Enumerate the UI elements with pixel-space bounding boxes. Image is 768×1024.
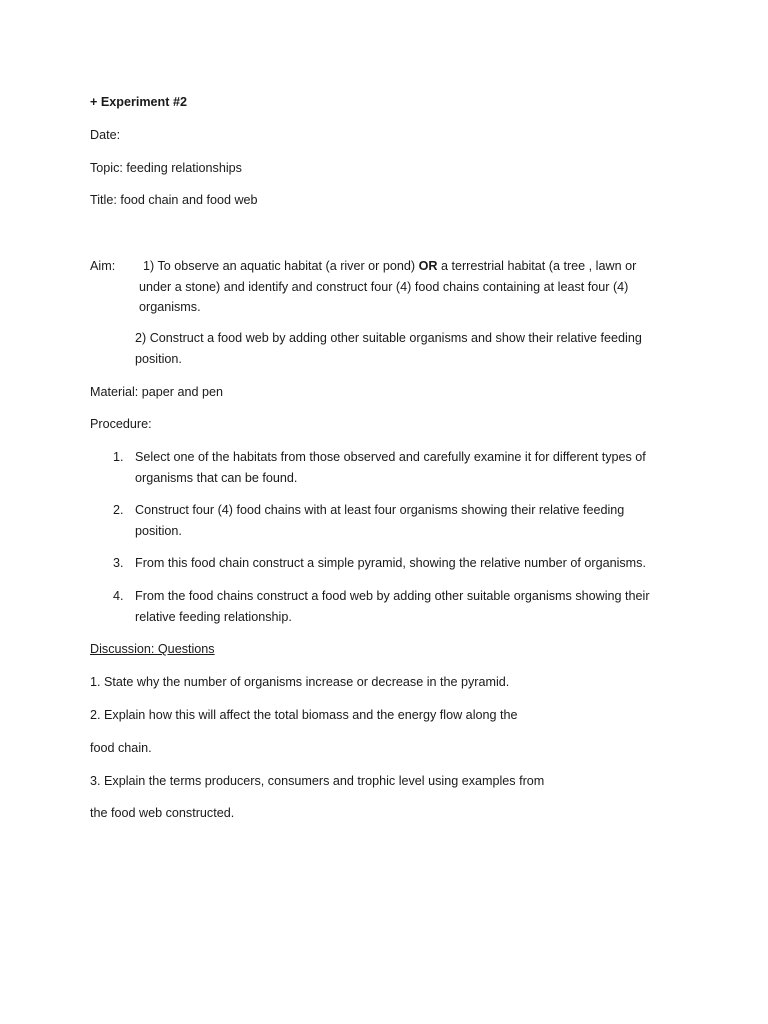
aim-item-1-line-3: organisms. [139, 300, 201, 314]
procedure-step-text [135, 447, 675, 488]
procedure-step-text [135, 500, 675, 541]
aim-item-2-line-1: 2) Construct a food web by adding other suitable organisms and show their relative feeding [135, 331, 642, 345]
aim-item-1-text-b: a terrestrial habitat (a tree , lawn or [437, 259, 637, 273]
aim-item-1-text-a: 1) To observe an aquatic habitat (a river or pond) [143, 259, 419, 273]
discussion-question-3: 3. Explain the terms producers, consumers and trophic level using examples from [90, 774, 545, 788]
procedure-step-number: 3. [113, 556, 124, 570]
discussion-question-2-continued: food chain. [90, 741, 152, 755]
discussion-question-1: 1. State why the number of organisms increase or decrease in the pyramid. [90, 675, 510, 689]
procedure-step-text [135, 553, 675, 574]
experiment-heading: + Experiment #2 [90, 95, 187, 109]
discussion-question-3-continued: the food web constructed. [90, 806, 235, 820]
title-line: Title: food chain and food web [90, 193, 258, 207]
procedure-step-line: relative feeding relationship. [135, 609, 292, 624]
procedure-step-line: organisms that can be found. [135, 470, 298, 485]
procedure-step-line: From the food chains construct a food web by adding other suitable organisms showing their [135, 589, 650, 603]
aim-item-1-line-1 [143, 256, 679, 277]
aim-label: Aim: [90, 259, 116, 273]
date-label: Date: [90, 128, 121, 142]
aim-item-1 [139, 256, 679, 318]
procedure-step-text [135, 586, 675, 627]
aim-item-2-line-2: position. [135, 351, 182, 366]
procedure-step-line: Select one of the habitats from those observed and carefully examine it for different types of [135, 450, 646, 464]
topic-line: Topic: feeding relationships [90, 161, 242, 175]
procedure-step-line: position. [135, 523, 182, 538]
aim-item-1-emphasis: OR [418, 259, 438, 273]
procedure-heading: Procedure: [90, 417, 152, 431]
procedure-step-number: 1. [113, 450, 124, 464]
procedure-step-number: 2. [113, 503, 124, 517]
aim-item-1-line-2: under a stone) and identify and construct four (4) food chains containing at least four (4) [139, 279, 629, 294]
discussion-heading: Discussion: Questions [90, 642, 215, 656]
aim-item-2 [135, 328, 675, 369]
procedure-step-line: From this food chain construct a simple pyramid, showing the relative number of organisms. [135, 556, 646, 570]
discussion-question-2: 2. Explain how this will affect the total biomass and the energy flow along the [90, 708, 518, 722]
procedure-step-number: 4. [113, 589, 124, 603]
procedure-step-line: Construct four (4) food chains with at least four organisms showing their relative feeding [135, 503, 625, 517]
material-line: Material: paper and pen [90, 385, 224, 399]
